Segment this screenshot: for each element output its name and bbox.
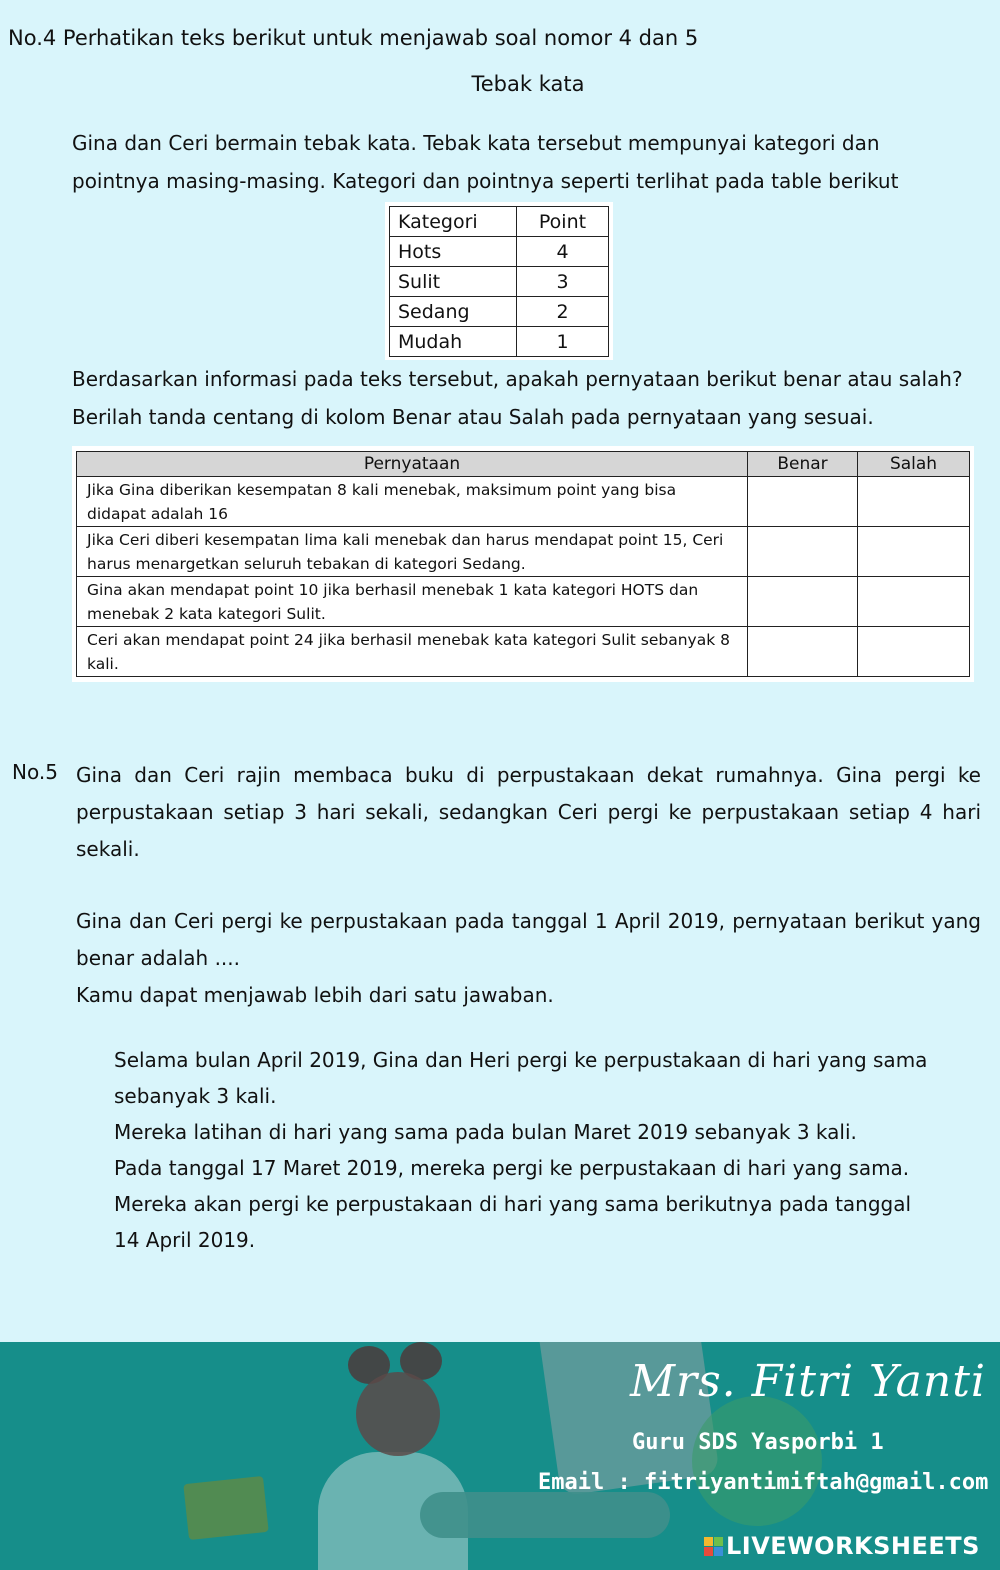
category-name: Hots xyxy=(390,237,517,267)
question-5-prompt: Gina dan Ceri pergi ke perpustakaan pada tanggal 1 April 2019, pernyataan berikut yang benar adalah .... xyxy=(76,909,981,970)
benar-header: Benar xyxy=(748,452,858,477)
statement-table xyxy=(76,451,970,677)
footer-banner xyxy=(0,1342,1000,1570)
category-row xyxy=(390,237,609,267)
salah-cell[interactable] xyxy=(858,577,970,627)
category-header: Kategori xyxy=(390,207,517,237)
statement-table-container xyxy=(72,446,974,682)
category-row xyxy=(390,297,609,327)
category-table-container xyxy=(385,202,613,360)
ball-illustration xyxy=(692,1396,822,1526)
benar-cell[interactable] xyxy=(748,477,858,527)
category-row xyxy=(390,267,609,297)
category-point: 2 xyxy=(517,297,609,327)
category-point: 1 xyxy=(517,327,609,357)
girl-head-illustration xyxy=(356,1372,440,1456)
question-4-heading: No.4 Perhatikan teks berikut untuk menjawab soal nomor 4 dan 5 xyxy=(8,26,699,50)
salah-cell[interactable] xyxy=(858,477,970,527)
question-5-hint: Kamu dapat menjawab lebih dari satu jawaban. xyxy=(76,983,554,1007)
category-point: 3 xyxy=(517,267,609,297)
category-table xyxy=(389,206,609,357)
category-name: Mudah xyxy=(390,327,517,357)
question-5-number: No.5 xyxy=(12,760,58,784)
instruction-paragraph: Berdasarkan informasi pada teks tersebut, apakah pernyataan berikut benar atau salah? Berilah tanda centang di kolom Benar atau Salah pada pernyataan yang sesuai. xyxy=(72,367,963,429)
category-name: Sulit xyxy=(390,267,517,297)
teacher-school: Guru SDS Yasporbi 1 xyxy=(632,1430,884,1455)
salah-cell[interactable] xyxy=(858,627,970,677)
statement-row xyxy=(77,477,970,527)
benar-cell[interactable] xyxy=(748,577,858,627)
intro-paragraph: Gina dan Ceri bermain tebak kata. Tebak kata tersebut mempunyai kategori dan pointnya masing-masing. Kategori dan pointnya seperti terlihat pada table berikut xyxy=(72,131,899,193)
statement-text: Ceri akan mendapat point 24 jika berhasil menebak kata kategori Sulit sebanyak 8 kali. xyxy=(77,627,748,677)
salah-cell[interactable] xyxy=(858,527,970,577)
teacher-email: Email : fitriyantimiftah@gmail.com xyxy=(538,1470,989,1495)
girl-leg-illustration xyxy=(420,1492,670,1538)
statement-text: Jika Gina diberikan kesempatan 8 kali menebak, maksimum point yang bisa didapat adalah 16 xyxy=(77,477,748,527)
statement-row xyxy=(77,527,970,577)
answer-options xyxy=(114,1042,934,1258)
benar-cell[interactable] xyxy=(748,527,858,577)
answer-option[interactable]: Mereka latihan di hari yang sama pada bulan Maret 2019 sebanyak 3 kali. xyxy=(114,1120,857,1144)
text-title: Tebak kata xyxy=(471,72,585,96)
statement-header: Pernyataan xyxy=(77,452,748,477)
statement-text: Gina akan mendapat point 10 jika berhasil menebak 1 kata kategori HOTS dan menebak 2 kata kategori Sulit. xyxy=(77,577,748,627)
teacher-signature: Mrs. Fitri Yanti xyxy=(630,1356,986,1407)
answer-option[interactable]: Pada tanggal 17 Maret 2019, mereka pergi ke perpustakaan di hari yang sama. xyxy=(114,1156,910,1180)
category-row xyxy=(390,327,609,357)
benar-cell[interactable] xyxy=(748,627,858,677)
answer-option[interactable]: Mereka akan pergi ke perpustakaan di hari yang sama berikutnya pada tanggal 14 April 2019. xyxy=(114,1192,912,1252)
question-5-text: Gina dan Ceri rajin membaca buku di perpustakaan dekat rumahnya. Gina pergi ke perpustakaan setiap 3 hari sekali, sedangkan Ceri pergi ke perpustakaan setiap 4 hari sekali. xyxy=(76,763,981,861)
statement-text: Jika Ceri diberi kesempatan lima kali menebak dan harus mendapat point 15, Ceri harus menargetkan seluruh tebakan di kategori Sedang. xyxy=(77,527,748,577)
liveworksheets-icon xyxy=(704,1537,723,1556)
answer-option[interactable]: Selama bulan April 2019, Gina dan Heri pergi ke perpustakaan di hari yang sama sebanyak 3 kali. xyxy=(114,1048,928,1108)
category-name: Sedang xyxy=(390,297,517,327)
statement-row xyxy=(77,577,970,627)
statement-row xyxy=(77,627,970,677)
category-point: 4 xyxy=(517,237,609,267)
book-icon xyxy=(183,1476,268,1540)
point-header: Point xyxy=(517,207,609,237)
liveworksheets-text: LIVEWORKSHEETS xyxy=(726,1532,980,1560)
salah-header: Salah xyxy=(858,452,970,477)
liveworksheets-logo[interactable] xyxy=(704,1532,980,1560)
